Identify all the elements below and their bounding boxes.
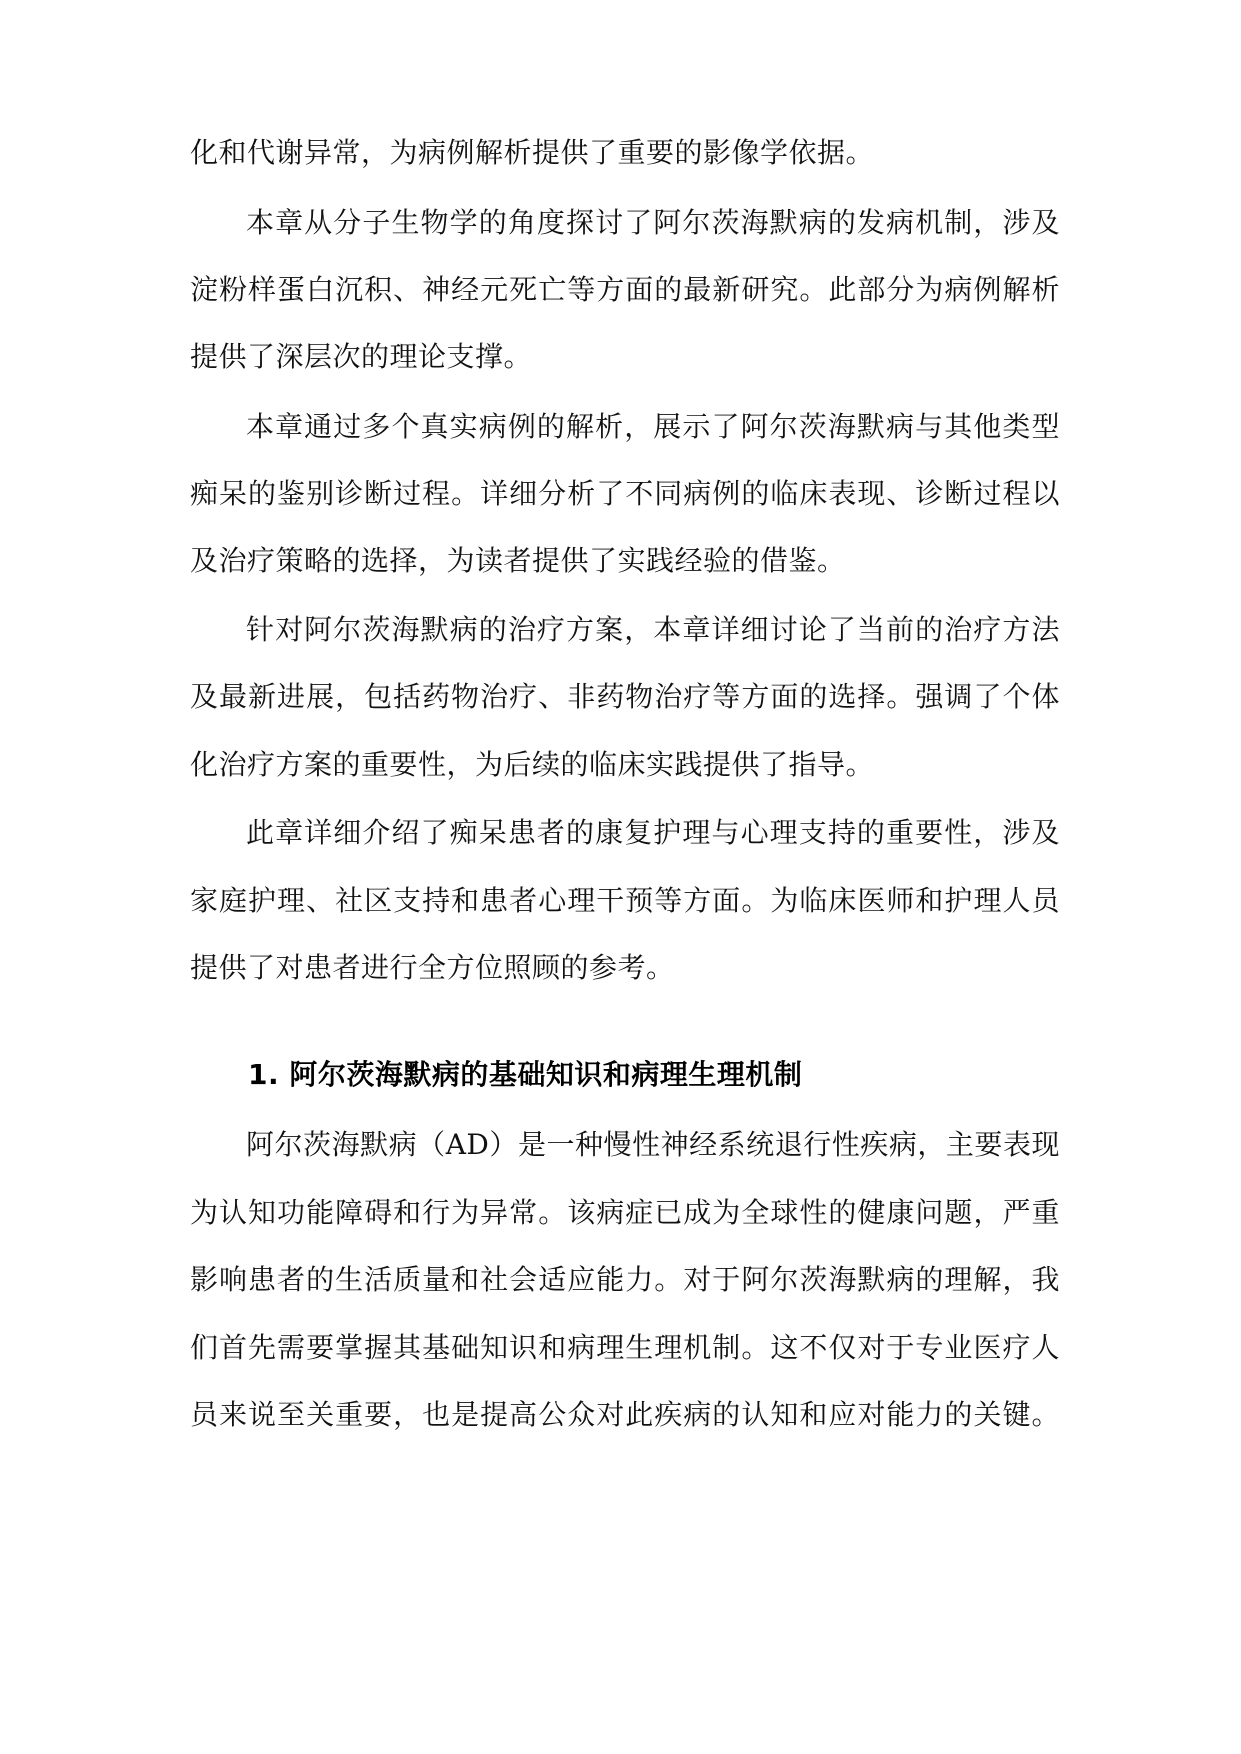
paragraph-line: 本章从分子生物学的角度探讨了阿尔茨海默病的发病机制，涉及 — [246, 206, 1060, 239]
paragraph-line: 化和代谢异常，为病例解析提供了重要的影像学依据。 — [190, 136, 875, 169]
paragraph-line: 提供了对患者进行全方位照顾的参考。 — [190, 951, 675, 984]
paragraph-line: 阿尔茨海默病（AD）是一种慢性神经系统退行性疾病，主要表现 — [246, 1128, 1060, 1161]
paragraph-line: 化治疗方案的重要性，为后续的临床实践提供了指导。 — [190, 748, 875, 781]
section-heading: 1. 阿尔茨海默病的基础知识和病理生理机制 — [248, 1058, 803, 1091]
paragraph-line: 针对阿尔茨海默病的治疗方案，本章详细讨论了当前的治疗方法 — [246, 613, 1060, 646]
paragraph-line: 们首先需要掌握其基础知识和病理生理机制。这不仅对于专业医疗人 — [190, 1331, 1060, 1364]
paragraph-line: 家庭护理、社区支持和患者心理干预等方面。为临床医师和护理人员 — [190, 884, 1060, 917]
paragraph-line: 及治疗策略的选择，为读者提供了实践经验的借鉴。 — [190, 544, 846, 577]
paragraph-line: 及最新进展，包括药物治疗、非药物治疗等方面的选择。强调了个体 — [190, 680, 1060, 713]
paragraph-line: 员来说至关重要，也是提高公众对此疾病的认知和应对能力的关键。 — [190, 1398, 1060, 1431]
paragraph-line: 为认知功能障碍和行为异常。该病症已成为全球性的健康问题，严重 — [190, 1196, 1060, 1229]
paragraph-line: 痴呆的鉴别诊断过程。详细分析了不同病例的临床表现、诊断过程以 — [190, 477, 1060, 510]
paragraph-line: 淀粉样蛋白沉积、神经元死亡等方面的最新研究。此部分为病例解析 — [190, 273, 1060, 306]
paragraph-line: 本章通过多个真实病例的解析，展示了阿尔茨海默病与其他类型 — [246, 410, 1060, 443]
paragraph-line: 影响患者的生活质量和社会适应能力。对于阿尔茨海默病的理解，我 — [190, 1263, 1060, 1296]
paragraph-line: 此章详细介绍了痴呆患者的康复护理与心理支持的重要性，涉及 — [246, 816, 1060, 849]
paragraph-line: 提供了深层次的理论支撑。 — [190, 340, 533, 373]
